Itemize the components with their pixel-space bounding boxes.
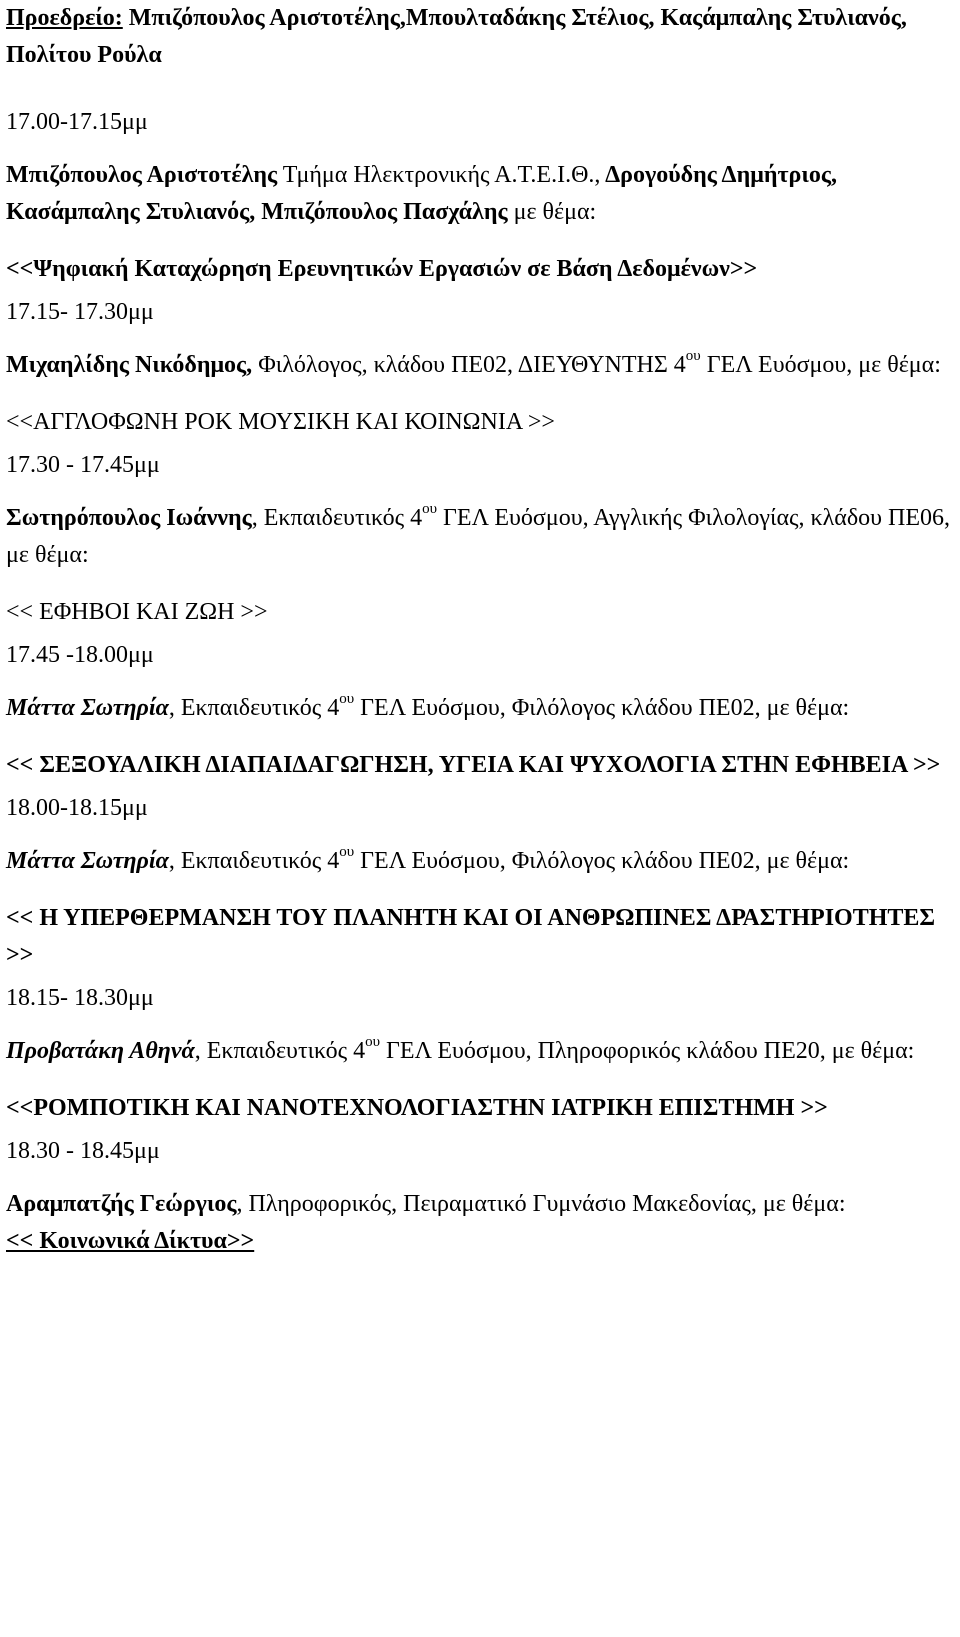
session-speaker (6, 500, 954, 574)
document-page (6, 0, 954, 1260)
speaker-affiliation-end: με θέμα: (507, 199, 597, 225)
session-speaker (6, 157, 954, 231)
session-topic: << ΕΦΗΒΟΙ ΚΑΙ ΖΩΗ >> (6, 599, 268, 625)
ordinal-suffix: ου (339, 844, 355, 860)
session-topic: << ΣΕΞΟΥΑΛΙΚΗ ΔΙΑΠΑΙΔΑΓΩΓΗΣΗ, ΥΓΕΙΑ ΚΑΙ ΨΥΧΟΛΟΓΙΑ ΣΤΗΝ ΕΦΗΒΕΙΑ >> (6, 752, 941, 778)
chair-names: Μπιζόπουλος Αριστοτέλης,Μπουλταδάκης Στέλιος, Καςάμπαλης Στυλιανός, Πολίτου Ρούλα (6, 5, 907, 68)
session-time: 17.30 - 17.45μμ (6, 452, 160, 478)
speaker-affiliation-end: ΓΕΛ Ευόσμου, με θέμα: (700, 352, 941, 378)
speaker-name: Μπιζόπουλος Αριστοτέλης (6, 162, 278, 188)
session-topic: <<ΡΟΜΠΟΤΙΚΗ ΚΑΙ ΝΑΝΟΤΕΧΝΟΛΟΓΙΑΣΤΗΝ ΙΑΤΡΙΚΗ ΕΠΙΣΤΗΜΗ >> (6, 1095, 828, 1121)
session-topic: << Κοινωνικά Δίκτυα>> (6, 1228, 255, 1254)
speaker-affiliation: Φιλόλογος, κλάδου ΠΕ02, ΔΙΕΥΘΥΝΤΗΣ 4 (252, 352, 686, 378)
speaker-name: Μάττα Σωτηρία (6, 848, 169, 874)
speaker-affiliation: , Εκπαιδευτικός 4 (194, 1038, 366, 1064)
chair-line (6, 0, 954, 74)
speaker-affiliation-end: ΓΕΛ Ευόσμου, Φιλόλογος κλάδου ΠΕ02, με θέμα: (354, 695, 850, 721)
session-topic: <<Ψηφιακή Καταχώρηση Ερευνητικών Εργασιών σε Βάση Δεδομένων>> (6, 256, 758, 282)
session-time: 17.00-17.15μμ (6, 109, 148, 135)
session-topic: <<ΑΓΓΛΟΦΩΝΗ ΡΟΚ ΜΟΥΣΙΚΗ ΚΑΙ ΚΟΙΝΩΝΙΑ >> (6, 409, 555, 435)
session-time: 17.15- 17.30μμ (6, 299, 154, 325)
session-time: 17.45 -18.00μμ (6, 642, 154, 668)
speaker-coauthors: Δρογούδης Δημήτριος, Κασάμπαλης Στυλιανός, Μπιζόπουλος Πασχάλης (6, 162, 837, 225)
speaker-name: Σωτηρόπουλος Ιωάννης (6, 505, 252, 531)
speaker-name: Μιχαηλίδης Νικόδημος, (6, 352, 253, 378)
speaker-affiliation: , Πληροφορικός, Πειραματικό Γυμνάσιο Μακεδονίας, με θέμα: (236, 1191, 846, 1217)
speaker-name: Μάττα Σωτηρία (6, 695, 169, 721)
ordinal-suffix: ου (339, 691, 355, 707)
speaker-affiliation: , Εκπαιδευτικός 4 (168, 695, 340, 721)
session-time: 18.30 - 18.45μμ (6, 1138, 160, 1164)
session-time: 18.15- 18.30μμ (6, 985, 154, 1011)
speaker-affiliation-end: ΓΕΛ Ευόσμου, Πληροφορικός κλάδου ΠΕ20, με θέμα: (380, 1038, 915, 1064)
session-speaker (6, 690, 954, 727)
ordinal-suffix: ου (365, 1034, 381, 1050)
session-speaker (6, 1186, 954, 1223)
session-speaker (6, 843, 954, 880)
session-speaker (6, 1033, 954, 1070)
speaker-name: Προβατάκη Αθηνά (6, 1038, 195, 1064)
speaker-affiliation-end: ΓΕΛ Ευόσμου, Φιλόλογος κλάδου ΠΕ02, με θέμα: (354, 848, 850, 874)
speaker-affiliation: , Εκπαιδευτικός 4 (168, 848, 340, 874)
ordinal-suffix: ου (685, 348, 701, 364)
session-topic: << Η ΥΠΕΡΘΕΡΜΑΝΣΗ ΤΟΥ ΠΛΑΝΗΤΗ ΚΑΙ ΟΙ ΑΝΘΡΩΠΙΝΕΣ ΔΡΑΣΤΗΡΙΟΤΗΤΕΣ >> (6, 905, 936, 968)
session-time: 18.00-18.15μμ (6, 795, 148, 821)
speaker-affiliation: Τμήμα Ηλεκτρονικής Α.Τ.Ε.Ι.Θ., (277, 162, 601, 188)
ordinal-suffix: ου (422, 501, 438, 517)
speaker-name: Αραμπατζής Γεώργιος (6, 1191, 237, 1217)
session-speaker (6, 347, 954, 384)
speaker-affiliation: , Εκπαιδευτικός 4 (251, 505, 423, 531)
chair-label: Προεδρείο: (6, 5, 123, 31)
speaker-affiliation-end: ΓΕΛ Ευόσμου, Αγγλικής Φιλολογίας, κλάδου ΠΕ06, με θέμα: (6, 505, 951, 568)
